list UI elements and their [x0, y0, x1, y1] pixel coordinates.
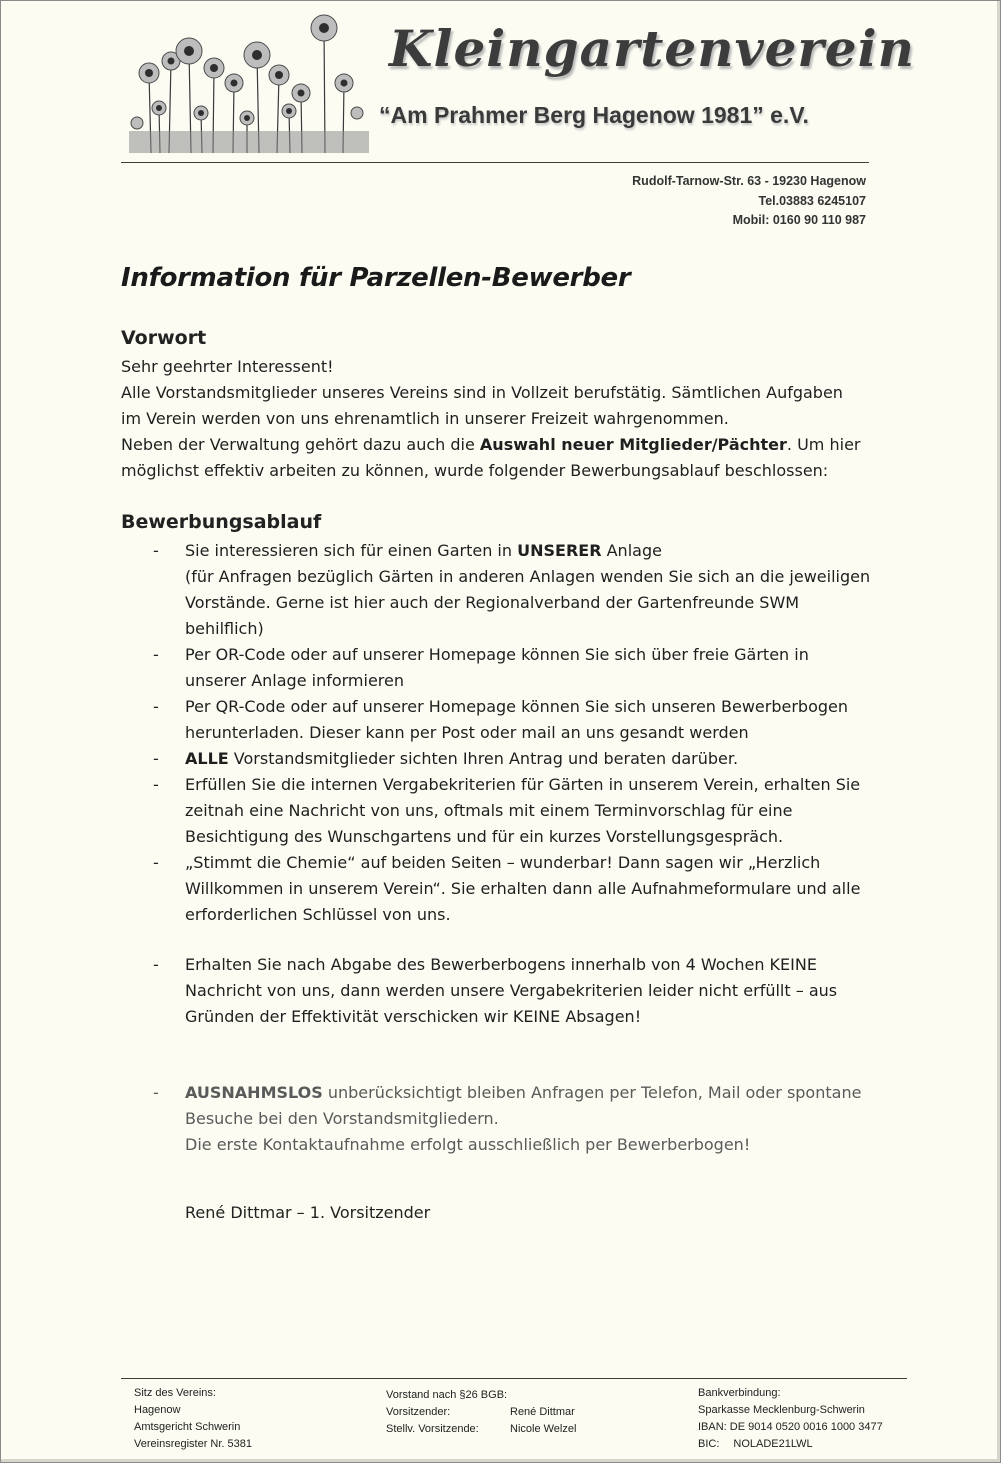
step-line: behilflich) — [185, 619, 264, 638]
footer-label: BIC: — [698, 1438, 720, 1450]
mobile-line: Mobil: 0160 90 110 987 — [732, 213, 866, 227]
header-divider — [121, 162, 869, 163]
footer-label: Stellv. Vorsitzende: — [386, 1423, 479, 1435]
club-name-logotype: Kleingartenverein — [389, 19, 915, 78]
list-item — [121, 850, 921, 928]
footer-bank-column — [698, 1385, 883, 1453]
step-line: herunterladen. Dieser kann per Post oder mail an uns gesandt werden — [185, 723, 749, 742]
step-line: Per QR-Code oder auf unserer Homepage können Sie sich unseren Bewerberbogen — [185, 697, 848, 716]
list-dash: - — [153, 775, 159, 794]
footer-line: Vorstand nach §26 BGB: — [386, 1389, 508, 1401]
vorwort-heading: Vorwort — [121, 327, 207, 349]
text-run: unberücksichtigt bleiben Anfragen per Telefon, Mail oder spontane — [322, 1083, 862, 1102]
step-line: unserer Anlage informieren — [185, 671, 405, 690]
step-line — [185, 746, 921, 772]
footer-line: Sparkasse Mecklenburg-Schwerin — [698, 1404, 865, 1416]
footer-label: Vorsitzender: — [386, 1406, 451, 1418]
footer-line: IBAN: DE 9014 0520 0016 1000 3477 — [698, 1421, 883, 1433]
step-line: Die erste Kontaktaufnahme erfolgt ausschließlich per Bewerberbogen! — [185, 1135, 751, 1154]
list-dash: - — [153, 697, 159, 716]
list-dash: - — [153, 749, 159, 768]
footer-line — [386, 1421, 577, 1438]
club-subtitle: “Am Prahmer Berg Hagenow 1981” e.V. — [379, 102, 809, 128]
step-line: Erfüllen Sie die internen Vergabekriterien für Gärten in unserem Verein, erhalten Sie — [185, 775, 861, 794]
footer-line: Vereinsregister Nr. 5381 — [134, 1438, 253, 1450]
list-item — [121, 746, 921, 772]
step-line: (für Anfragen bezüglich Gärten in anderen Anlagen wenden Sie sich an die jeweiligen — [185, 567, 871, 586]
application-steps-list — [121, 538, 921, 1158]
step-line: Vorstände. Gerne ist hier auch der Regionalverband der Gartenfreunde SWM — [185, 593, 800, 612]
footer-line: Bankverbindung: — [698, 1387, 781, 1399]
footer-value: René Dittmar — [510, 1406, 575, 1418]
emphasis: AUSNAHMSLOS — [185, 1083, 323, 1102]
step-line — [185, 538, 921, 564]
step-line: „Stimmt die Chemie“ auf beiden Seiten – wunderbar! Dann sagen wir „Herzlich — [185, 853, 821, 872]
footer-board-column — [386, 1387, 577, 1438]
footer-line — [386, 1404, 575, 1421]
text-run: Anlage — [601, 541, 662, 560]
emphasis: UNSERER — [517, 541, 602, 560]
vorwort-text — [121, 354, 911, 484]
greeting: Sehr geehrter Interessent! — [121, 357, 334, 376]
address-line: Rudolf-Tarnow-Str. 63 - 19230 Hagenow — [632, 174, 866, 188]
sunflower-logo-image — [129, 13, 369, 153]
list-item — [121, 538, 921, 642]
vorwort-line: möglichst effektiv arbeiten zu können, wurde folgender Bewerbungsablauf beschlossen: — [121, 461, 829, 480]
vorwort-line: im Verein werden von uns ehrenamtlich in unserer Freizeit wahrgenommen. — [121, 409, 729, 428]
list-dash: - — [153, 853, 159, 872]
step-line — [185, 1080, 921, 1106]
footer-divider — [121, 1378, 907, 1379]
step-line: erforderlichen Schlüssel von uns. — [185, 905, 451, 924]
step-line: Willkommen in unserem Verein“. Sie erhalten dann alle Aufnahmeformulare und alle — [185, 879, 861, 898]
footer-line: Amtsgericht Schwerin — [134, 1421, 241, 1433]
list-dash: - — [153, 1083, 159, 1102]
signature-line: René Dittmar – 1. Vorsitzender — [185, 1203, 431, 1222]
footer-line: Sitz des Vereins: — [134, 1387, 216, 1399]
list-dash: - — [153, 955, 159, 974]
list-item — [121, 772, 921, 850]
vorwort-line: Alle Vorstandsmitglieder unseres Vereins sind in Vollzeit berufstätig. Sämtlichen Aufgaben — [121, 383, 843, 402]
step-line: Nachricht von uns, dann werden unsere Vergabekriterien leider nicht erfüllt – aus — [185, 981, 838, 1000]
footer-line — [698, 1436, 883, 1453]
list-dash: - — [153, 645, 159, 664]
text-run: . Um hier — [786, 435, 861, 454]
emphasis: Auswahl neuer Mitglieder/Pächter — [479, 435, 787, 454]
list-item — [121, 642, 921, 694]
step-line: Besichtigung des Wunschgartens und für ein kurzes Vorstellungsgespräch. — [185, 827, 784, 846]
step-line: Besuche bei den Vorstandsmitgliedern. — [185, 1109, 499, 1128]
emphasis: ALLE — [185, 749, 229, 768]
step-line: Per OR-Code oder auf unserer Homepage können Sie sich über freie Gärten in — [185, 645, 809, 664]
bewerbungsablauf-heading: Bewerbungsablauf — [121, 511, 322, 533]
step-line: Erhalten Sie nach Abgabe des Bewerberbogens innerhalb von 4 Wochen KEINE — [185, 955, 817, 974]
footer-registration-column — [134, 1385, 252, 1453]
step-line: Gründen der Effektivität verschicken wir KEINE Absagen! — [185, 1007, 642, 1026]
step-line: zeitnah eine Nachricht von uns, oftmals mit einem Terminvorschlag für eine — [185, 801, 793, 820]
list-item — [121, 1080, 921, 1158]
footer-line: Hagenow — [134, 1404, 181, 1416]
contact-block — [632, 172, 866, 231]
document-title: Information für Parzellen-Bewerber — [121, 263, 631, 293]
list-dash: - — [153, 541, 159, 560]
phone-line: Tel.03883 6245107 — [758, 193, 866, 208]
footer-value: Nicole Welzel — [510, 1423, 577, 1435]
text-run: Neben der Verwaltung gehört dazu auch die — [121, 435, 480, 454]
list-item — [121, 694, 921, 746]
text-run: Sie interessieren sich für einen Garten in — [185, 541, 518, 560]
list-item — [121, 952, 921, 1030]
vorwort-line — [121, 432, 911, 458]
text-run: Vorstandsmitglieder sichten Ihren Antrag und beraten darüber. — [228, 749, 739, 768]
footer-value: NOLADE21LWL — [733, 1438, 813, 1450]
